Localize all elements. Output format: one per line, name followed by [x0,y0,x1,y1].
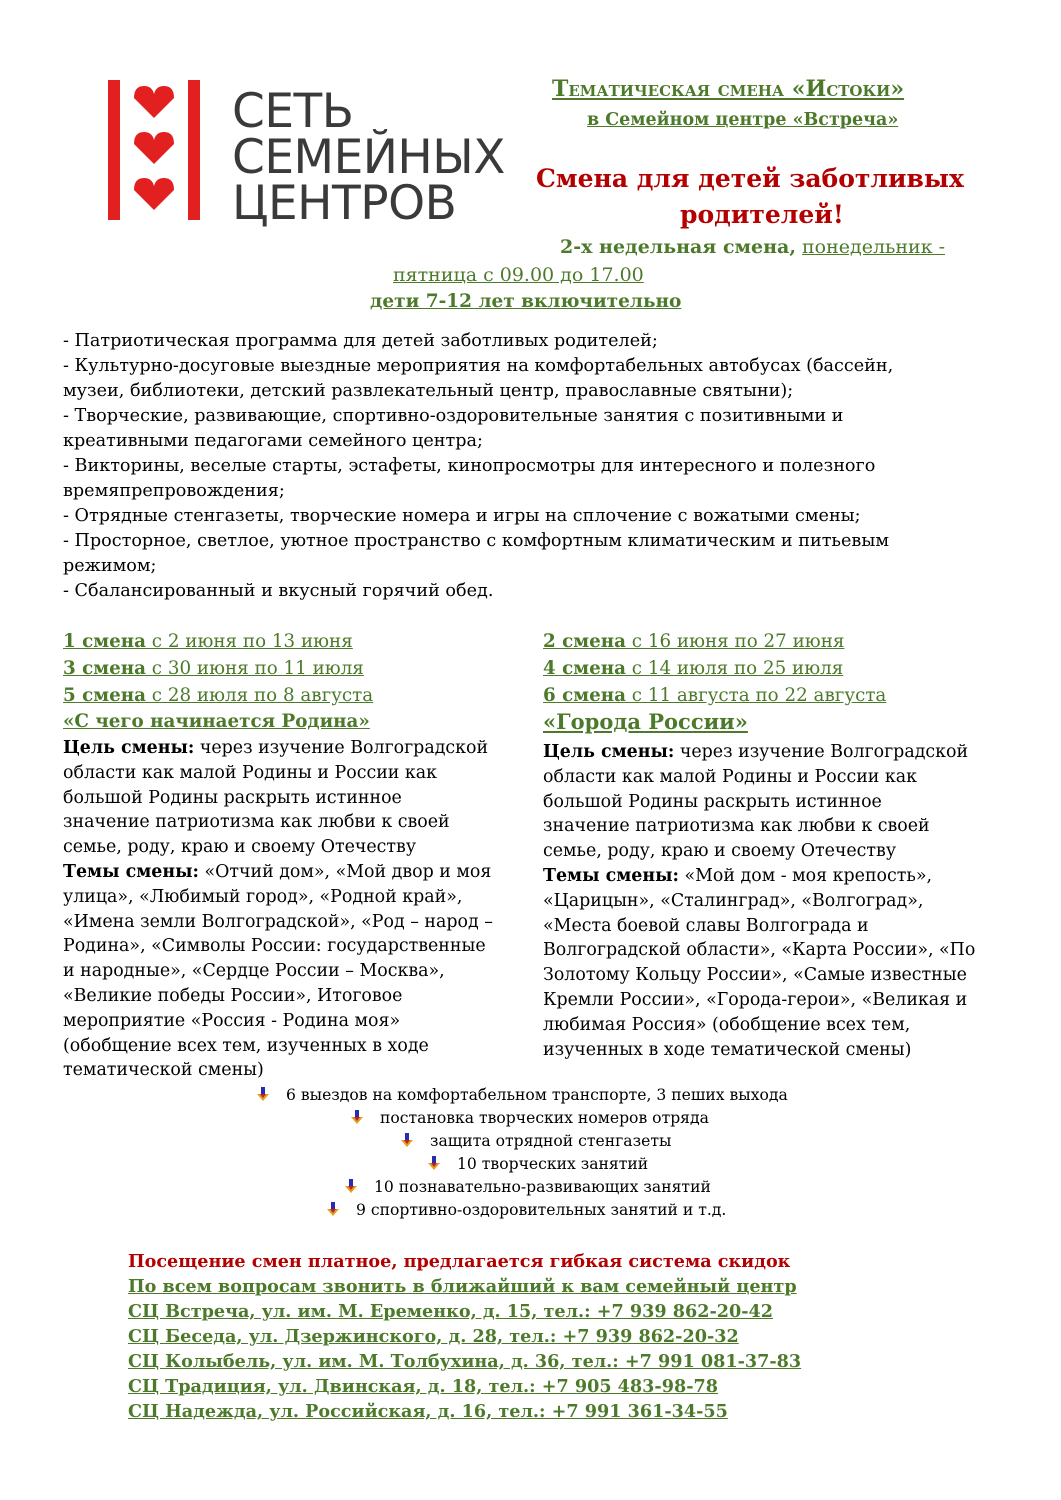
topics-line [63,959,445,984]
topics-line [543,1013,910,1038]
topics-line [63,885,462,910]
goal-label: Цель смены: [63,738,195,758]
topics-text: изученных в ходе тематической смены) [543,1039,912,1060]
feature-line: - Патриотическая программа для детей заботливых родителей; [63,331,658,351]
paid-note: Посещение смен платное, предлагается гибкая система скидок [128,1251,791,1272]
session-dates: с 14 июля по 25 июля [625,658,844,679]
topics-text: и народные», «Сердце России – Москва», [63,961,445,982]
session-label: 6 смена [543,685,626,706]
center-contact: СЦ Беседа, ул. Дзержинского, д. 28, тел.: +7 939 862-20-32 [128,1326,739,1347]
arrow-down-bullet-icon [400,1133,414,1147]
topics-text: «Великие победы России», Итоговое [63,986,403,1006]
topics-line [543,963,967,988]
logo-text-line1: СЕТЬ [232,84,354,139]
feature-line: музеи, библиотеки, детский развлекательный центр, православные святыни); [63,381,794,401]
feature-line: - Культурно-досуговые выездные мероприятия на комфортабельных автобусах (бассейн, [63,356,894,376]
highlight-text: 9 спортивно-оздоровительных занятий и т.д. [356,1201,727,1219]
session-label: 4 смена [543,658,626,679]
session-dates: с 2 июня по 13 июня [145,631,353,652]
feature-line: - Викторины, веселые старты, эстафеты, кинопросмотры для интересного и полезного [63,456,876,476]
goal-text: через изучение Волгоградской [674,742,969,762]
goal-line [63,761,437,786]
feature-line: времяпрепровождения; [63,481,285,501]
highlight-item [350,1107,709,1130]
feature-line: - Сбалансированный и вкусный горячий обед. [63,581,494,601]
topics-text: (обобщение всех тем, изученных в ходе [63,1035,429,1056]
goal-line [543,765,917,790]
topics-text: «Отчий дом», «Мой двор и моя [198,862,492,882]
topics-line [63,1058,264,1083]
feature-line: - Отрядные стенгазеты, творческие номера и игры на сплочение с вожатыми смены; [63,506,861,526]
highlight-text: 6 выездов на комфортабельном транспорте, 3 пеших выхода [286,1086,788,1104]
highlight-item [400,1130,671,1153]
schedule-duration: 2-х недельная смена, [560,236,796,258]
topics-text: «Царицын», «Сталинград», «Волгоград», [543,890,924,911]
logo-text-line2: СЕМЕЙНЫХ [232,130,505,185]
topics-line [63,934,486,959]
highlight-item [256,1084,788,1107]
goal-text: значение патриотизма как любви к своей [63,812,450,833]
goal-text: большой Родины раскрыть истинное [63,787,402,808]
goal-line [543,790,882,815]
heart-icon [134,178,174,210]
center-contact: СЦ Надежда, ул. Российская, д. 16, тел.: +7 991 361-34-55 [128,1401,728,1422]
topics-text: мероприятие «Россия - Родина моя» [63,1010,401,1031]
goal-text: семье, роду, краю и своему Отечеству [63,837,417,858]
session-label: 5 смена [63,685,146,706]
page-subtitle: в Семейном центре «Встреча» [587,110,899,130]
session-dates: с 16 июня по 27 июня [625,631,845,652]
topics-line [63,1034,429,1059]
highlight-item [344,1176,711,1199]
goal-line [543,740,968,765]
goal-text: значение патриотизма как любви к своей [543,816,930,837]
arrow-down-bullet-icon [344,1179,358,1193]
highlight-text: 10 творческих занятий [457,1155,649,1173]
logo-mark [104,80,204,220]
goal-text: области как малой Родины и России как [543,766,918,787]
contact-note: По всем вопросам звонить в ближайший к вам семейный центр [128,1276,797,1297]
goal-text: семье, роду, краю и своему Отечеству [543,841,897,862]
topics-line [543,1038,911,1063]
goal-line [63,786,402,811]
session-label: 2 смена [543,631,626,652]
highlight-text: 10 познавательно-развивающих занятий [374,1178,711,1196]
goal-text: области как малой Родины и России как [63,762,438,783]
goal-text: большой Родины раскрыть истинное [543,791,882,812]
session-line [543,656,843,683]
feature-line: - Творческие, развивающие, спортивно-оздоровительные занятия с позитивными и [63,406,844,426]
schedule-days: понедельник - [802,236,946,258]
topics-line [543,938,975,963]
page-title: Тематическая смена «Истоки» [552,76,905,102]
topics-text: тематической смены) [63,1060,264,1081]
session-dates: с 28 июля по 8 августа [145,685,374,706]
center-contact: СЦ Традиция, ул. Двинская, д. 18, тел.: +7 905 483-98-78 [128,1376,718,1397]
session-line [543,683,886,710]
goal-text: через изучение Волгоградской [194,738,489,758]
goal-line [63,810,450,835]
center-contact: СЦ Колыбель, ул. им. М. Толбухина, д. 36, тел.: +7 991 081-37-83 [128,1351,802,1372]
topics-text: «Имена земли Волгоградской», «Род – народ – [63,911,493,932]
session-theme: «Города России» [543,709,748,734]
arrow-down-bullet-icon [326,1202,340,1216]
topics-text: «Мой дом - моя крепость», [678,866,933,886]
highlight-item [427,1153,648,1176]
topics-line [63,860,491,885]
goal-line [543,814,930,839]
highlight-item [326,1199,726,1222]
arrow-down-bullet-icon [256,1087,270,1101]
promo-line-2: родителей! [680,200,844,229]
session-theme: «С чего начинается Родина» [63,711,370,732]
topics-text: Волгоградской области», «Карта России», «По [543,940,976,961]
feature-line: креативными педагогами семейного центра; [63,431,483,451]
session-label: 1 смена [63,631,146,652]
topics-line [543,864,932,889]
topics-line [63,1009,400,1034]
logo-text-line3: ЦЕНТРОВ [232,176,457,231]
heart-icon [134,86,174,118]
topics-label: Темы смены: [63,862,199,882]
schedule-line-2: пятница с 09.00 до 17.00 [393,264,644,286]
topics-text: улица», «Любимый город», «Родной край», [63,886,463,907]
topics-line [543,889,923,914]
age-range: дети 7-12 лет включительно [370,291,682,312]
highlight-text: защита отрядной стенгазеты [430,1132,672,1150]
session-label: 3 смена [63,658,146,679]
goal-line [63,736,488,761]
arrow-down-bullet-icon [350,1110,364,1124]
topics-line [543,988,967,1013]
topics-text: Золотому Кольцу России», «Самые известные [543,965,967,986]
topics-line [63,984,402,1009]
goal-label: Цель смены: [543,742,675,762]
topics-line [543,914,869,939]
center-contact: СЦ Встреча, ул. им. М. Еременко, д. 15, тел.: +7 939 862-20-42 [128,1301,774,1322]
topics-text: Родина», «Символы России: государственные [63,936,486,957]
session-dates: с 11 августа по 22 августа [625,685,887,706]
feature-line: - Просторное, светлое, уютное пространство с комфортным климатическим и питьевым [63,531,890,551]
topics-text: Кремли России», «Города-герои», «Великая и [543,990,968,1010]
feature-line: режимом; [63,556,157,576]
goal-line [63,835,416,860]
session-dates: с 30 июня по 11 июля [145,658,364,679]
highlight-text: постановка творческих номеров отряда [380,1109,709,1127]
topics-text: «Места боевой славы Волгограда и [543,915,869,936]
heart-icon [134,132,174,164]
topics-label: Темы смены: [543,866,679,886]
topics-text: любимая Россия» (обобщение всех тем, [543,1014,911,1035]
arrow-down-bullet-icon [427,1156,441,1170]
promo-line-1: Смена для детей заботливых [536,164,964,193]
goal-line [543,839,896,864]
schedule-line-1 [560,236,945,258]
topics-line [63,910,493,935]
session-line [63,683,373,710]
session-line [63,629,353,656]
session-line [543,629,844,656]
session-line [63,656,364,683]
